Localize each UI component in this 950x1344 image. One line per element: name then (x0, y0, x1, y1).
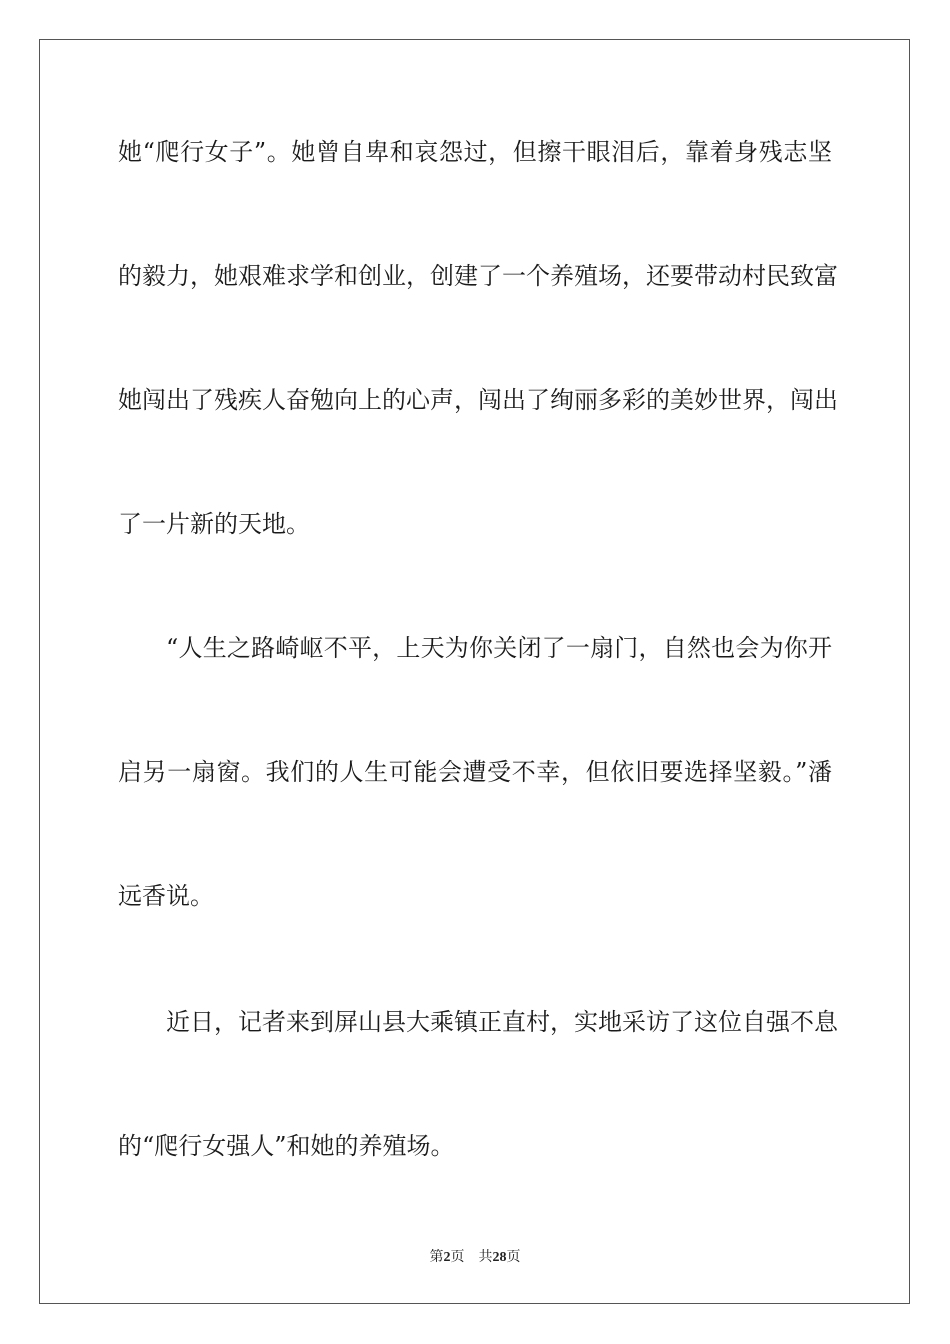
total-suffix: 页 (506, 1249, 521, 1265)
paragraph-line-1: 她“爬行女子”。她曾自卑和哀怨过，但擦干眼泪后，靠着身残志坚 (118, 138, 832, 166)
paragraph-line-9: 的“爬行女强人”和她的养殖场。 (118, 1132, 455, 1160)
total-pages: 28 (492, 1250, 507, 1265)
paragraph-line-4: 了一片新的天地。 (118, 510, 310, 538)
page-prefix: 第 (429, 1249, 444, 1265)
page-footer (0, 1248, 950, 1267)
page-suffix: 页 (450, 1249, 465, 1265)
paragraph-line-5: “人生之路崎岖不平，上天为你关闭了一扇门，自然也会为你开 (166, 634, 832, 662)
paragraph-line-7: 远香说。 (118, 882, 214, 910)
paragraph-line-8: 近日，记者来到屏山县大乘镇正直村，实地采访了这位自强不息 (166, 1008, 838, 1036)
total-prefix: 共 (478, 1249, 493, 1265)
paragraph-line-3: 她闯出了残疾人奋勉向上的心声，闯出了绚丽多彩的美妙世界，闯出 (118, 386, 838, 414)
paragraph-line-2: 的毅力，她艰难求学和创业，创建了一个养殖场，还要带动村民致富 (118, 262, 838, 290)
paragraph-line-6: 启另一扇窗。我们的人生可能会遭受不幸，但依旧要选择坚毅。”潘 (118, 758, 832, 786)
page-frame (39, 39, 910, 1304)
page-number: 2 (443, 1250, 451, 1265)
